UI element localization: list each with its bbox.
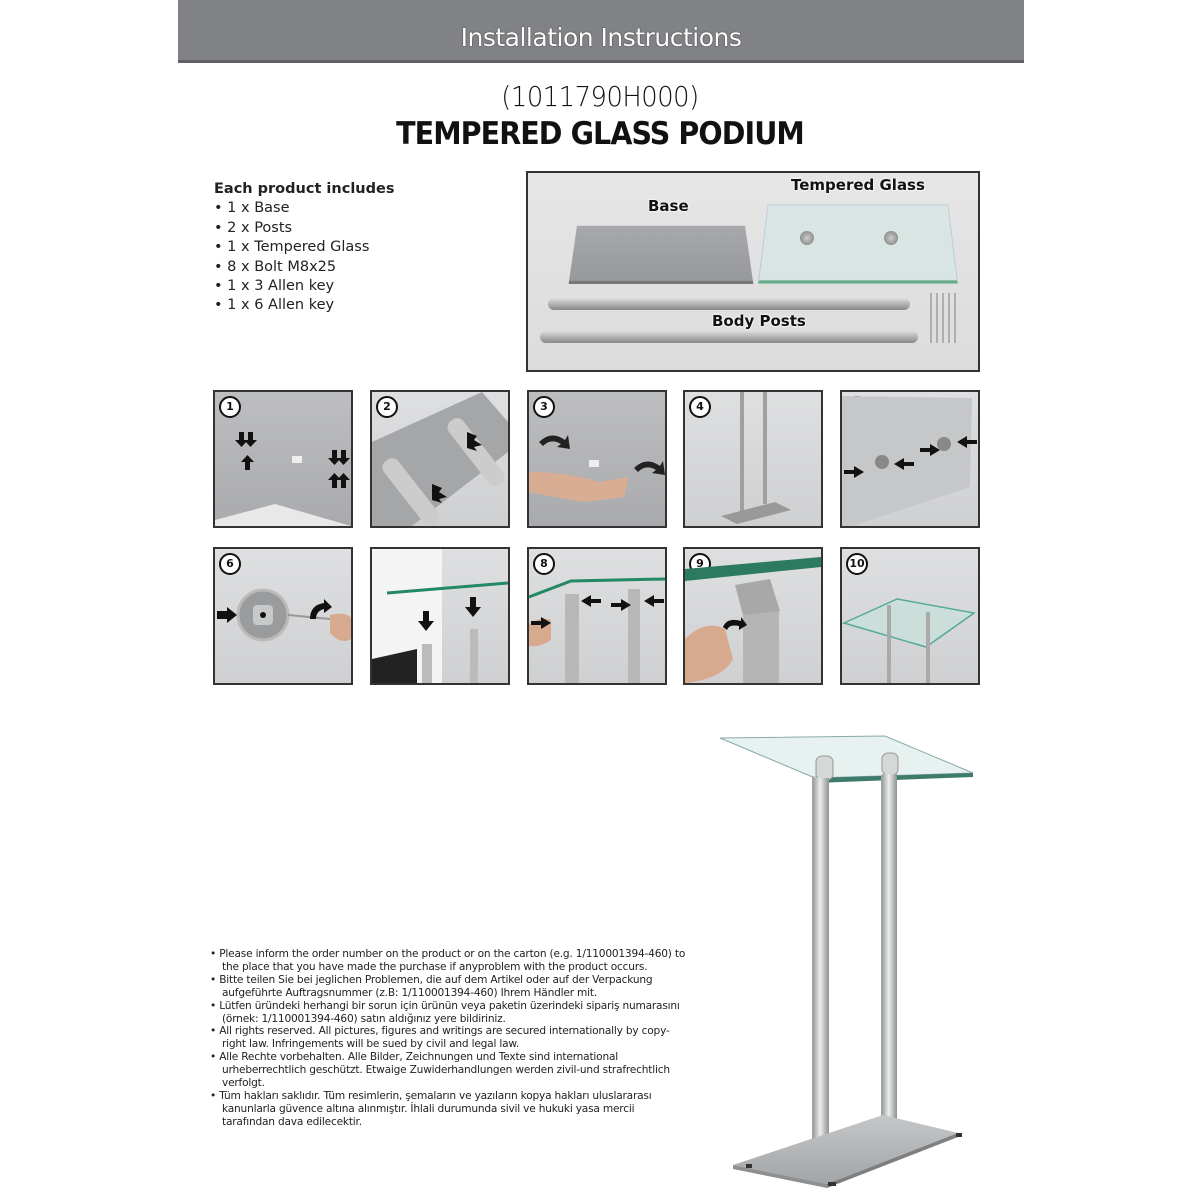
step-8-image [527,547,667,685]
includes-list [214,180,394,316]
fitting-closeup-image [215,549,351,683]
arrow-icon [842,392,978,526]
step-4-image [683,390,823,528]
product-title: TEMPERED GLASS PODIUM [396,116,804,152]
step-2-image [370,390,510,528]
base-plate-image [569,226,754,284]
tempered-glass-image [758,205,958,284]
include-item: • 1 x 3 Allen key [214,277,394,296]
rotate-arrow-icon [529,392,665,526]
step-10-image [840,547,980,685]
finished-podium-image [842,549,978,683]
step-number: 3 [533,396,555,418]
header-bar [178,0,1024,63]
glass-fitting-icon [800,231,814,245]
label-tempered-glass: Tempered Glass [791,176,925,194]
legal-notes [210,948,690,1129]
parts-photo [526,171,980,372]
arrow-down-icon [372,549,508,683]
step-7-image [370,547,510,685]
step-number: 1 [219,396,241,418]
podium-product-image [715,728,985,1188]
bolts-image [930,293,960,343]
note-item: • Tüm hakları saklıdır. Tüm resimlerin, şemaların ve yazıların kopya hakları uluslararası kanunlarla güvence altına alınmıştır. İhlali durumunda sivil ve hukuki yasa mercii tarafından dava edilecektir. [210,1089,652,1128]
note-item: • Please inform the order number on the product or on the carton (e.g. 1/110001394-460) to the place that you have made the purchase if anyproblem with the product occurs. [210,948,686,973]
podium-frame-image [685,392,821,526]
body-post-image [540,331,918,343]
step-number: 8 [533,553,555,575]
step-number: 9 [689,553,711,575]
step-5-image [840,390,980,528]
note-item: • Bitte teilen Sie bei jeglichen Problemen, die auf dem Artikel oder auf der Verpackung aufgeführte Auftragsnummer (z.B: 1/110001394-460) Ihrem Händler mit. [210,973,653,999]
step-number: 6 [219,553,241,575]
note-item: • Alle Rechte vorbehalten. Alle Bilder, Zeichnungen und Texte sind international urheberrechtlich geschützt. Etwaige Zuwiderhandlungen werden zivil-und strafrechtlich verfolgt. [210,1051,670,1090]
step-1-image [213,390,353,528]
step-9-image [683,547,823,685]
product-code: (1011790H000) [501,80,699,113]
step-number: 2 [376,396,398,418]
include-item: • 2 x Posts [214,219,394,238]
includes-heading: Each product includes [214,181,395,197]
include-item: • 1 x 6 Allen key [214,296,394,315]
note-item: • Lütfen üründeki herhangi bir sorun için ürünün veya paketin üzerindeki sipariş numarasını (örnek: 1/110001394-460) satın aldığınız yere bildiriniz. [210,999,680,1025]
arrow-down-icon [215,392,351,526]
step-number: 4 [689,396,711,418]
include-item: • 1 x Base [214,199,394,218]
body-post-image [548,298,910,310]
arrow-icon [372,392,508,526]
step-number: 10 [846,553,868,575]
label-base: Base [648,197,689,215]
header-title: Installation Instructions [460,22,742,52]
include-item: • 8 x Bolt M8x25 [214,258,394,277]
label-body-posts: Body Posts [712,312,806,330]
step-3-image [527,390,667,528]
glass-fitting-icon [884,231,898,245]
arrow-icon [529,549,665,683]
rotate-arrow-icon [685,549,821,683]
note-item: • All rights reserved. All pictures, figures and writings are secured internationally by copy-right law. Infringements will be sued by civil and legal law. [210,1025,670,1051]
step-6-image [213,547,353,685]
include-item: • 1 x Tempered Glass [214,238,394,257]
